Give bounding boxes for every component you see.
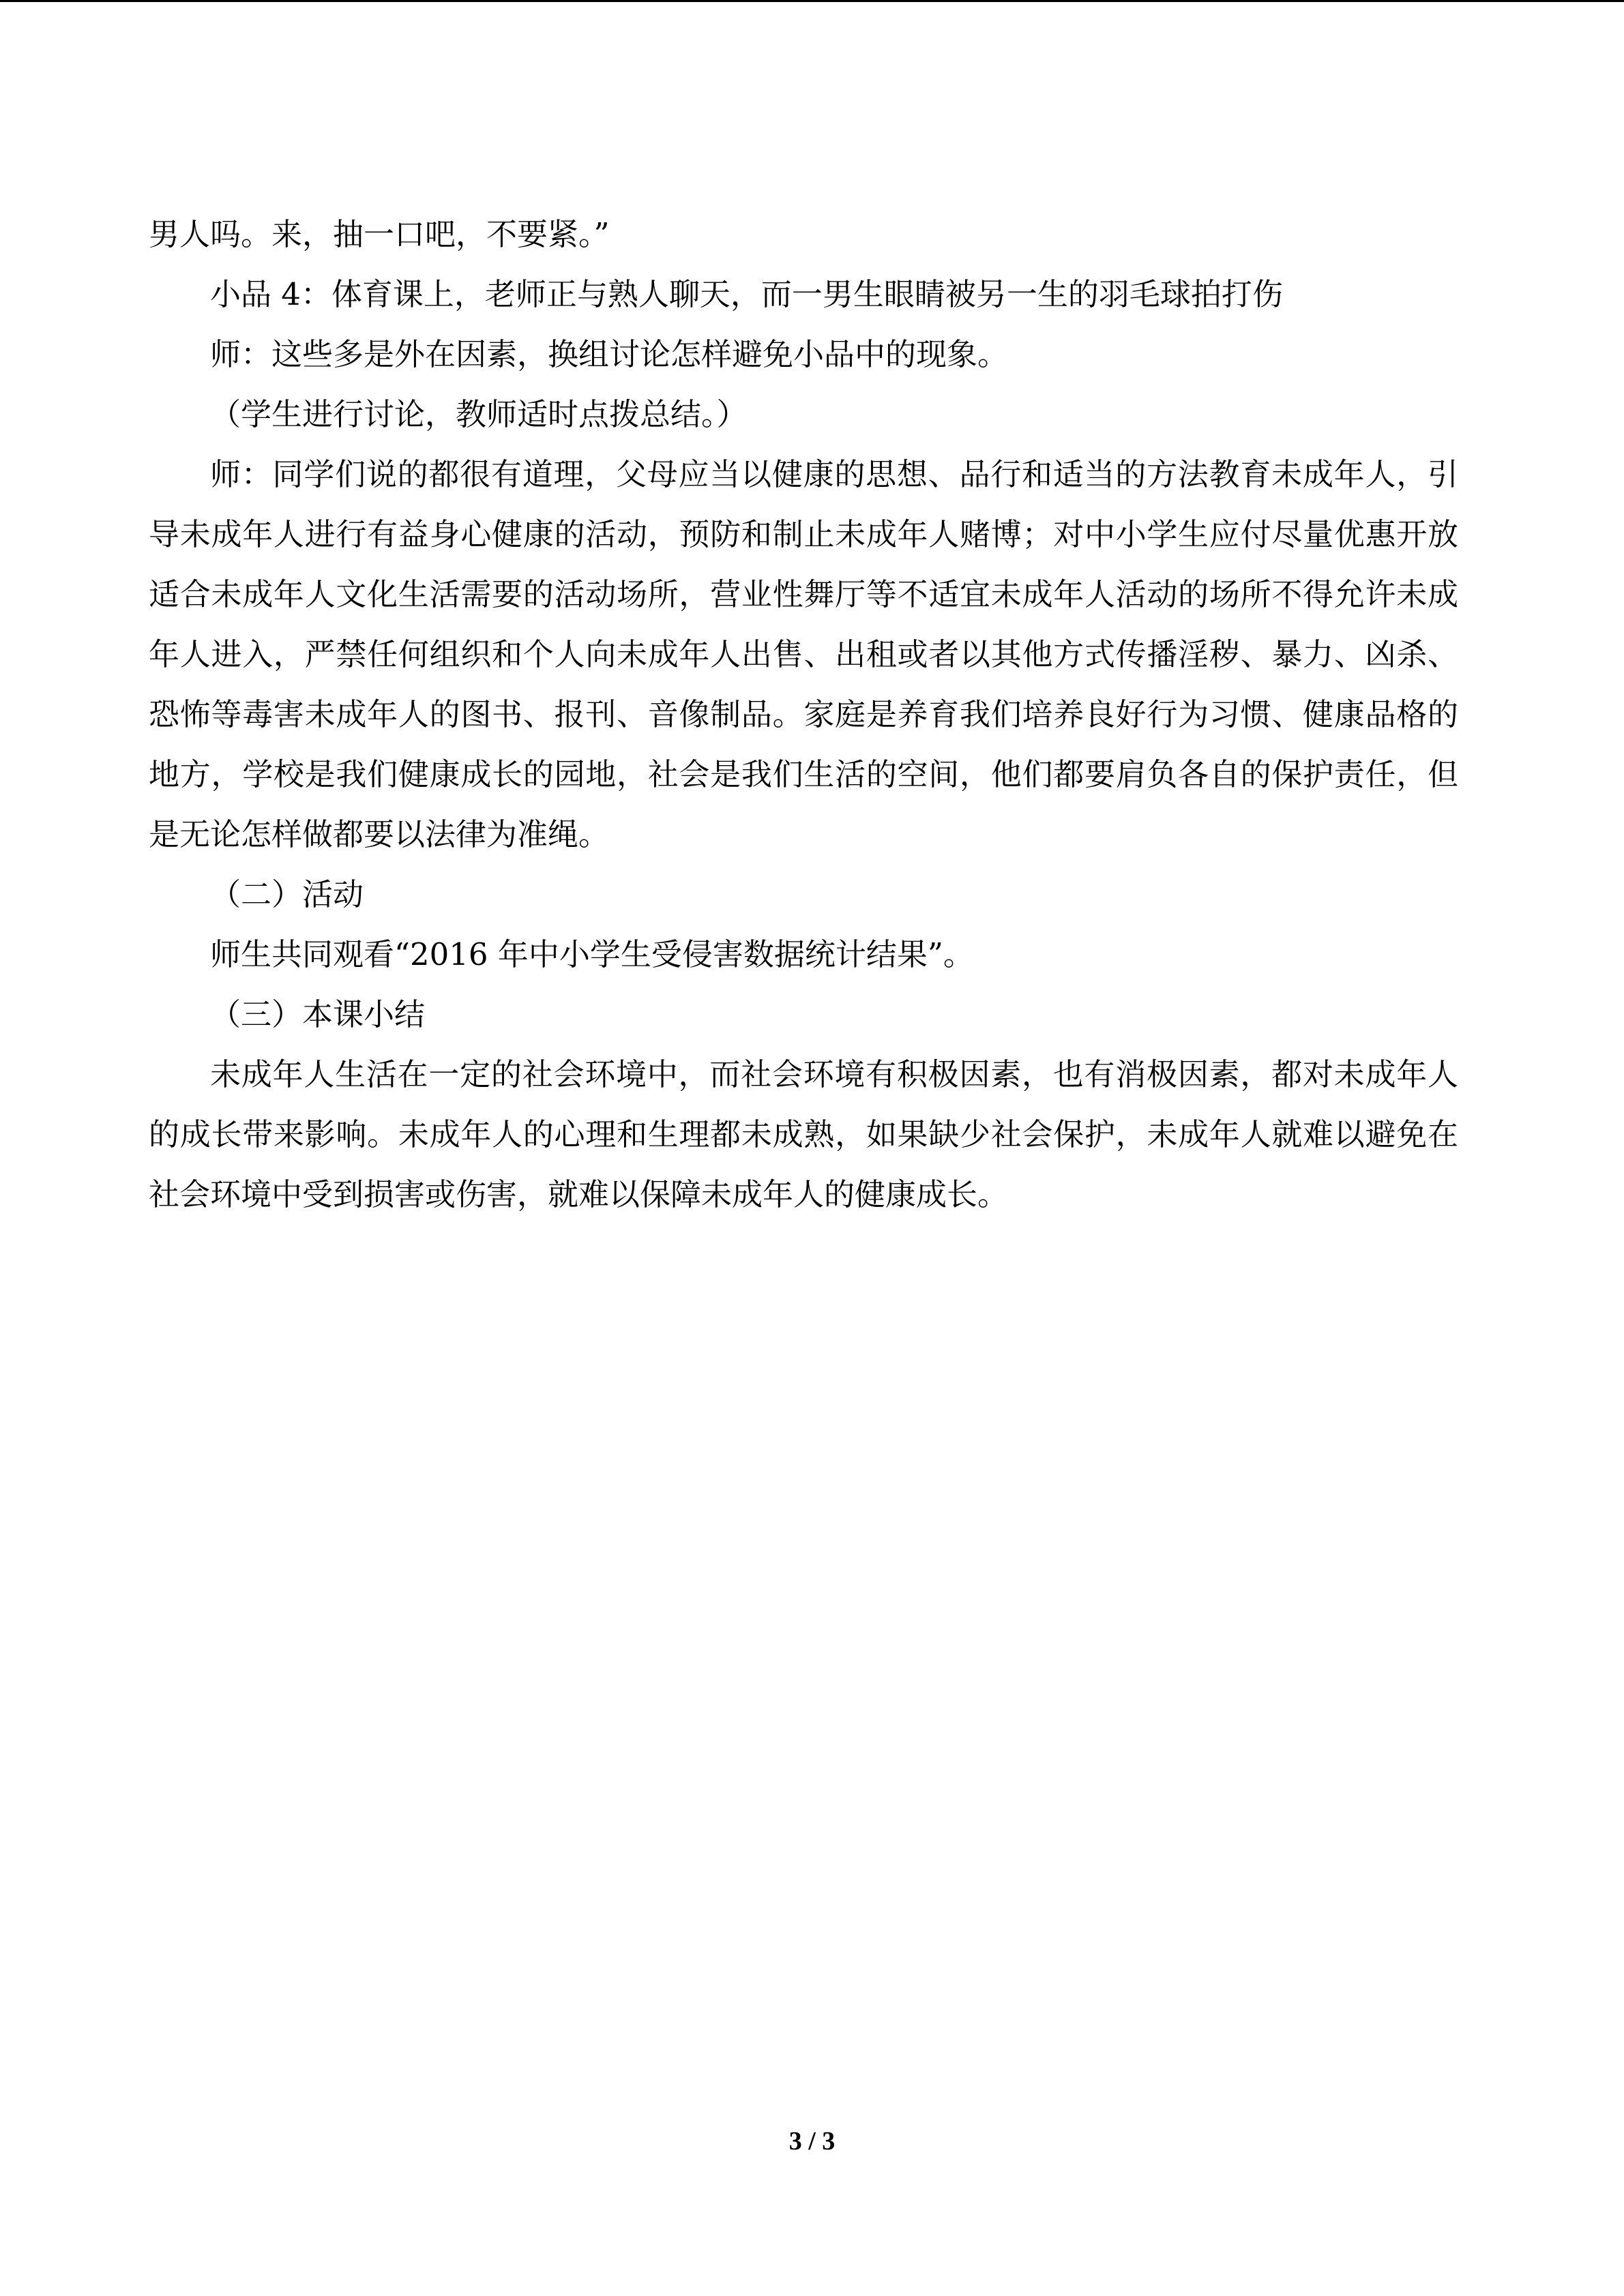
paragraph-teacher-summary: 师：同学们说的都很有道理，父母应当以健康的思想、品行和适当的方法教育未成年人，引导未成年人进行有益身心健康的活动，预防和制止未成年人赌博；对中小学生应付尽量优惠开放适合未成年人文化生活需要的活动场所，营业性舞厅等不适宜未成年人活动的场所不得允许未成年人进入，严禁任何组织和个人向未成年人出售、出租或者以其他方式传播淫秽、暴力、凶杀、恐怖等毒害未成年人的图书、报刊、音像制品。家庭是养育我们培养良好行为习惯、健康品格的地方，学校是我们健康成长的园地，社会是我们生活的空间，他们都要肩负各自的保护责任，但是无论怎样做都要以法律为准绳。 — [149, 456, 1458, 852]
page-number: 3 / 3 — [788, 2127, 836, 2156]
top-border-line — [0, 0, 1624, 2]
paragraph-skit-4: 小品 4：体育课上，老师正与熟人聊天，而一男生眼睛被另一生的羽毛球拍打伤 — [210, 276, 1283, 312]
paragraph-student-discussion: （学生进行讨论，教师适时点拨总结。） — [210, 396, 748, 432]
paragraph-teacher-discussion: 师：这些多是外在因素，换组讨论怎样避免小品中的现象。 — [210, 336, 1009, 372]
section-heading-activity: （二）活动 — [210, 876, 364, 912]
section-heading-summary: （三）本课小结 — [210, 996, 426, 1032]
paragraph-continuation: 男人吗。来，抽一口吧，不要紧。” — [149, 216, 610, 252]
document-body — [149, 205, 1458, 1225]
paragraph-activity: 师生共同观看“2016 年中小学生受侵害数据统计结果”。 — [210, 936, 974, 972]
paragraph-lesson-summary: 未成年人生活在一定的社会环境中，而社会环境有积极因素，也有消极因素，都对未成年人的成长带来影响。未成年人的心理和生理都未成熟，如果缺少社会保护，未成年人就难以避免在社会环境中受到损害或伤害，就难以保障未成年人的健康成长。 — [149, 1056, 1458, 1212]
